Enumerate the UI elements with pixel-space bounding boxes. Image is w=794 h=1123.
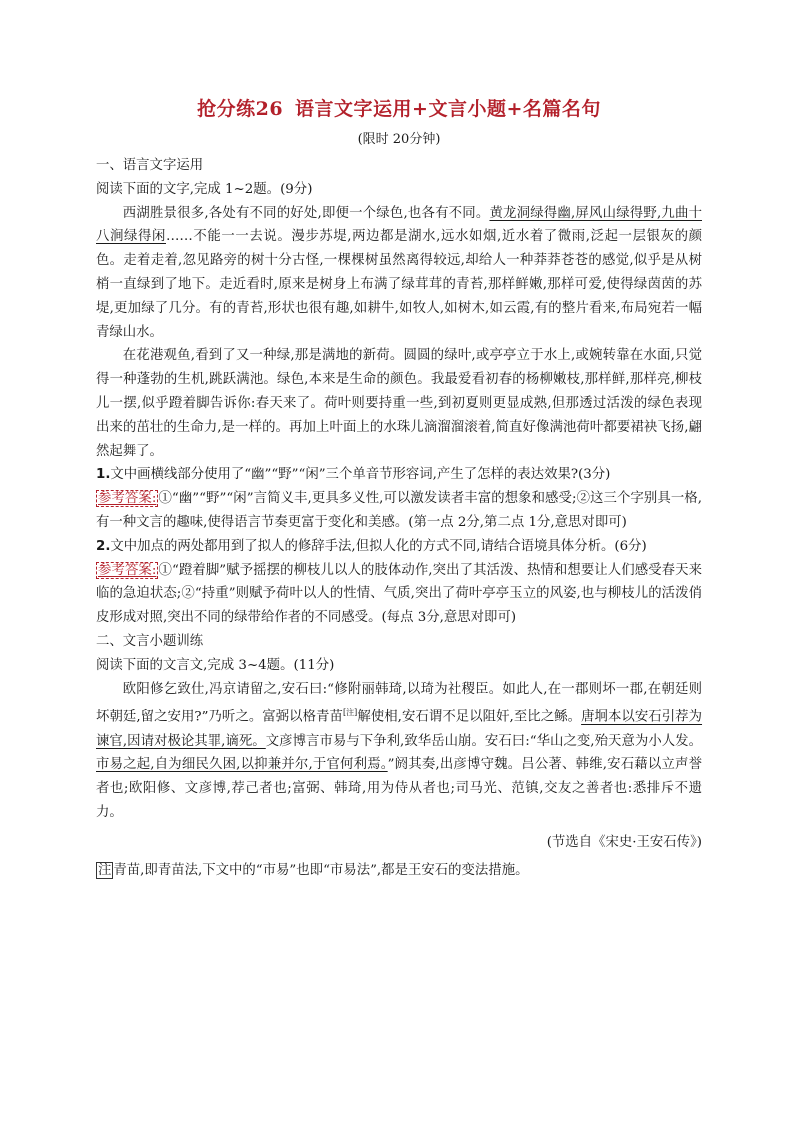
classical-text-a: 欧阳修乞致仕,冯京请留之,安石曰:“修附丽韩琦,以琦为社稷臣。如此人,在一郡则坏一郡,在朝廷则坏朝廷,留之安用?”乃听之。富弼以格青苗 (96, 681, 702, 725)
answer-2 (96, 559, 702, 630)
time-limit: (限时 20分钟) (357, 132, 441, 147)
passage-paragraph-1 (96, 202, 702, 345)
passage-1-text-b: ……不能一一去说。漫步苏堤,两边都是湖水,远水如烟,近水着了微雨,泛起一层银灰的颜色。走着走着,忽见路旁的树十分古怪,一棵棵树虽然离得较远,却给人一种莽莽苍苍的感觉,似乎是从树梢一直绿到了地下。走近看时,原来是树身上布满了绿茸茸的青苔,那样鲜嫩,那样可爱,使得绿茵茵的苏堤,更加绿了几分。有的青苔,形状也很有趣,如耕牛,如牧人,如树木,如云霞,有的整片看来,布局宛若一幅青绿山水。 (96, 229, 703, 340)
section-2-heading: 二、文言小题训练 (96, 633, 204, 649)
note-label: 注 (98, 862, 112, 878)
section-1-instruction: 阅读下面的文字,完成 1~2题。(9分) (96, 181, 313, 197)
question-1-number: 1. (96, 467, 111, 483)
title-part-2: 语言文字运用+文言小题+名篇名句 (295, 98, 601, 120)
passage-source: (节选自《宋史·王安石传》) (546, 834, 702, 850)
question-2-text: 文中加点的两处都用到了拟人的修辞手法,但拟人化的方式不同,请结合语境具体分析。(6分) (110, 538, 647, 554)
note-text: 青苗,即青苗法,下文中的“市易”也即“市易法”,都是王安石的变法措施。 (113, 862, 529, 878)
section-1-heading: 一、语言文字运用 (96, 158, 204, 173)
note-marker: [注] (342, 708, 358, 718)
answer-2-text: ①“蹬着脚”赋予摇摆的柳枝儿以人的肢体动作,突出了其活泼、热情和想要让人们感受春天来临的急迫状态;②“持重”则赋予荷叶以人的性情、气质,突出了荷叶亭亭玉立的风姿,也与柳枝儿的活泼俏皮形成对照,突出不同的绿带给作者的不同感受。(每点 3分,意思对即可) (96, 562, 702, 626)
section-2-instruction: 阅读下面的文言文,完成 3~4题。(11分) (96, 657, 335, 673)
underlined-phrase-1: 黄龙洞绿得幽,屏风山绿得野,九曲十八涧绿得闲 (96, 205, 702, 245)
question-1-text: 文中画横线部分使用了“幽”“野”“闲”三个单音节形容词,产生了怎样的表达效果?(3分) (110, 467, 611, 483)
passage-1-text-a: 西湖胜景很多,各处有不同的好处,即便一个绿色,也各有不同。 (122, 205, 490, 221)
classical-text-d: ”阏其奏,出彦博守魏。吕公著、韩维,安石藉以立声誉者也;欧阳修、文彦博,荐己者也;富弼、韩琦,用为侍从者也;司马光、范镇,交友之善者也:悉排斥不遗力。 (96, 757, 702, 820)
classical-text-c: 文彦博言市易与下争利,致华岳山崩。安石曰:“华山之变,殆天意为小人发。 (265, 733, 702, 749)
title-part-1: 抢分练26 (197, 98, 284, 120)
document-page (96, 96, 702, 882)
reference-answer-tag: 参考答案: (98, 562, 157, 578)
reference-answer-tag: 参考答案: (98, 491, 157, 507)
underlined-sentence-2: 市易之起,自为细民久困,以抑兼并尔,于官何利焉。 (96, 757, 388, 773)
answer-1 (96, 487, 702, 535)
question-1 (96, 463, 702, 487)
classical-text-b: 解使相,安石谓不足以阻奸,至比之鲧。 (357, 709, 582, 725)
passage-paragraph-2: 在花港观鱼,看到了又一种绿,那是满地的新荷。圆圆的绿叶,或亭亭立于水上,或婉转靠在水面,只觉得一种蓬勃的生机,跳跃满池。绿色,本来是生命的颜色。我最爱看初春的杨柳嫩枝,那样鲜,那样亮,柳枝儿一摆,似乎蹬着脚告诉你:春天来了。荷叶则要持重一些,到初夏则更显成熟,但那透过活泼的绿色表现出来的茁壮的生命力,是一样的。再加上叶面上的水珠儿滴溜溜滚着,简直好像满池荷叶都要裙袂飞扬,翩然起舞了。 (96, 348, 702, 459)
underlined-sentence-1: 唐坰本以安石引荐为谏官,因请对极论其罪,谪死。 (96, 709, 703, 749)
answer-1-text: ①“幽”“野”“闲”言简义丰,更具多义性,可以激发读者丰富的想象和感受;②这三个字别具一格,有一种文言的趣味,使得语言节奏更富于变化和美感。(第一点 2分,第二点 1分,意思对即可) (96, 491, 702, 530)
page-title (96, 96, 702, 122)
classical-passage (96, 678, 702, 825)
footnote (96, 859, 702, 883)
question-2-number: 2. (96, 538, 111, 554)
question-2 (96, 535, 702, 559)
